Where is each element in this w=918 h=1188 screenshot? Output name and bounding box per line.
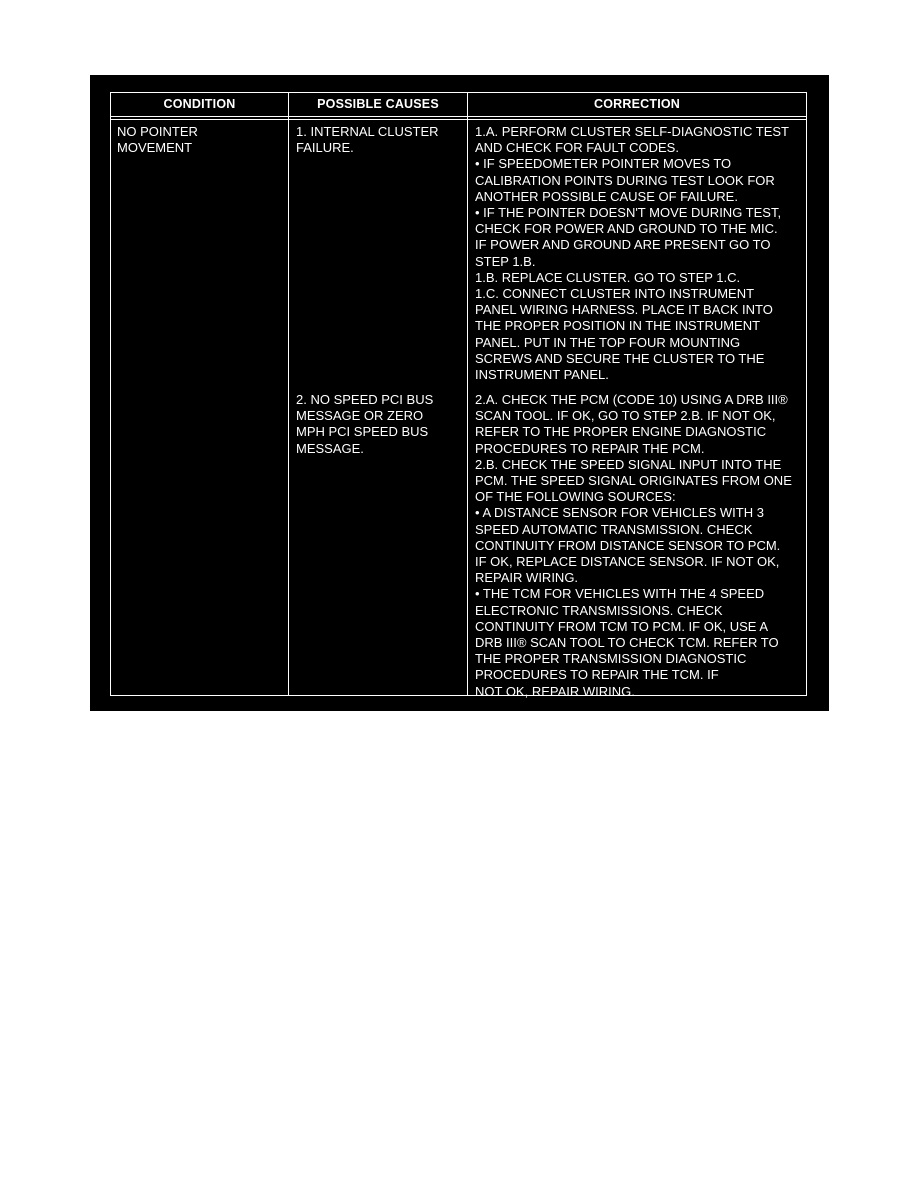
header-condition: CONDITION: [163, 97, 236, 111]
header-possible-causes: POSSIBLE CAUSES: [317, 97, 439, 111]
cause-cell: 1. INTERNAL CLUSTER FAILURE.: [296, 124, 439, 156]
diagnostic-table: [110, 92, 807, 699]
correction-cell: 2.A. CHECK THE PCM (CODE 10) USING A DRB III® SCAN TOOL. IF OK, GO TO STEP 2.B. IF NOT OK, REFER TO THE PROPER ENGINE DIAGNOSTIC PROCEDURES TO REPAIR THE PCM. 2.B. CHECK THE SPEED SIGNAL INPUT INTO THE PCM. THE SPEED SIGNAL ORIGINATES FROM ONE OF THE FOLLOWING SOURCES: • A DISTANCE SENSOR FOR VEHICLES WITH 3 SPEED AUTOMATIC TRANSMISSION. CHECK CONTINUITY FROM DISTANCE SENSOR TO PCM. IF OK, REPLACE DISTANCE SENSOR. IF NOT OK, REPAIR WIRING. • THE TCM FOR VEHICLES WITH THE 4 SPEED ELECTRONIC TRANSMISSIONS. CHECK CONTINUITY FROM TCM TO PCM. IF OK, USE A DRB III® SCAN TOOL TO CHECK TCM. REFER TO THE PROPER TRANSMISSION DIAGNOSTIC PROCEDURES TO REPAIR THE TCM. IF NOT OK, REPAIR WIRING.: [475, 392, 792, 699]
diagnostic-table-panel: [90, 75, 829, 711]
header-divider: [111, 119, 806, 120]
condition-cell: NO POINTER MOVEMENT: [117, 124, 198, 156]
header-divider: [111, 116, 806, 117]
correction-cell: 1.A. PERFORM CLUSTER SELF-DIAGNOSTIC TEST AND CHECK FOR FAULT CODES. • IF SPEEDOMETER POINTER MOVES TO CALIBRATION POINTS DURING TEST LOOK FOR ANOTHER POSSIBLE CAUSE OF FAILURE. • IF THE POINTER DOESN'T MOVE DURING TEST, CHECK FOR POWER AND GROUND TO THE MIC. IF POWER AND GROUND ARE PRESENT GO TO STEP 1.B. 1.B. REPLACE CLUSTER. GO TO STEP 1.C. 1.C. CONNECT CLUSTER INTO INSTRUMENT PANEL WIRING HARNESS. PLACE IT BACK INTO THE PROPER POSITION IN THE INSTRUMENT PANEL. PUT IN THE TOP FOUR MOUNTING SCREWS AND SECURE THE CLUSTER TO THE INSTRUMENT PANEL.: [475, 124, 789, 383]
column-divider: [288, 93, 289, 695]
column-divider: [467, 93, 468, 695]
header-correction: CORRECTION: [593, 97, 681, 111]
cause-cell: 2. NO SPEED PCI BUS MESSAGE OR ZERO MPH PCI SPEED BUS MESSAGE.: [296, 392, 434, 456]
